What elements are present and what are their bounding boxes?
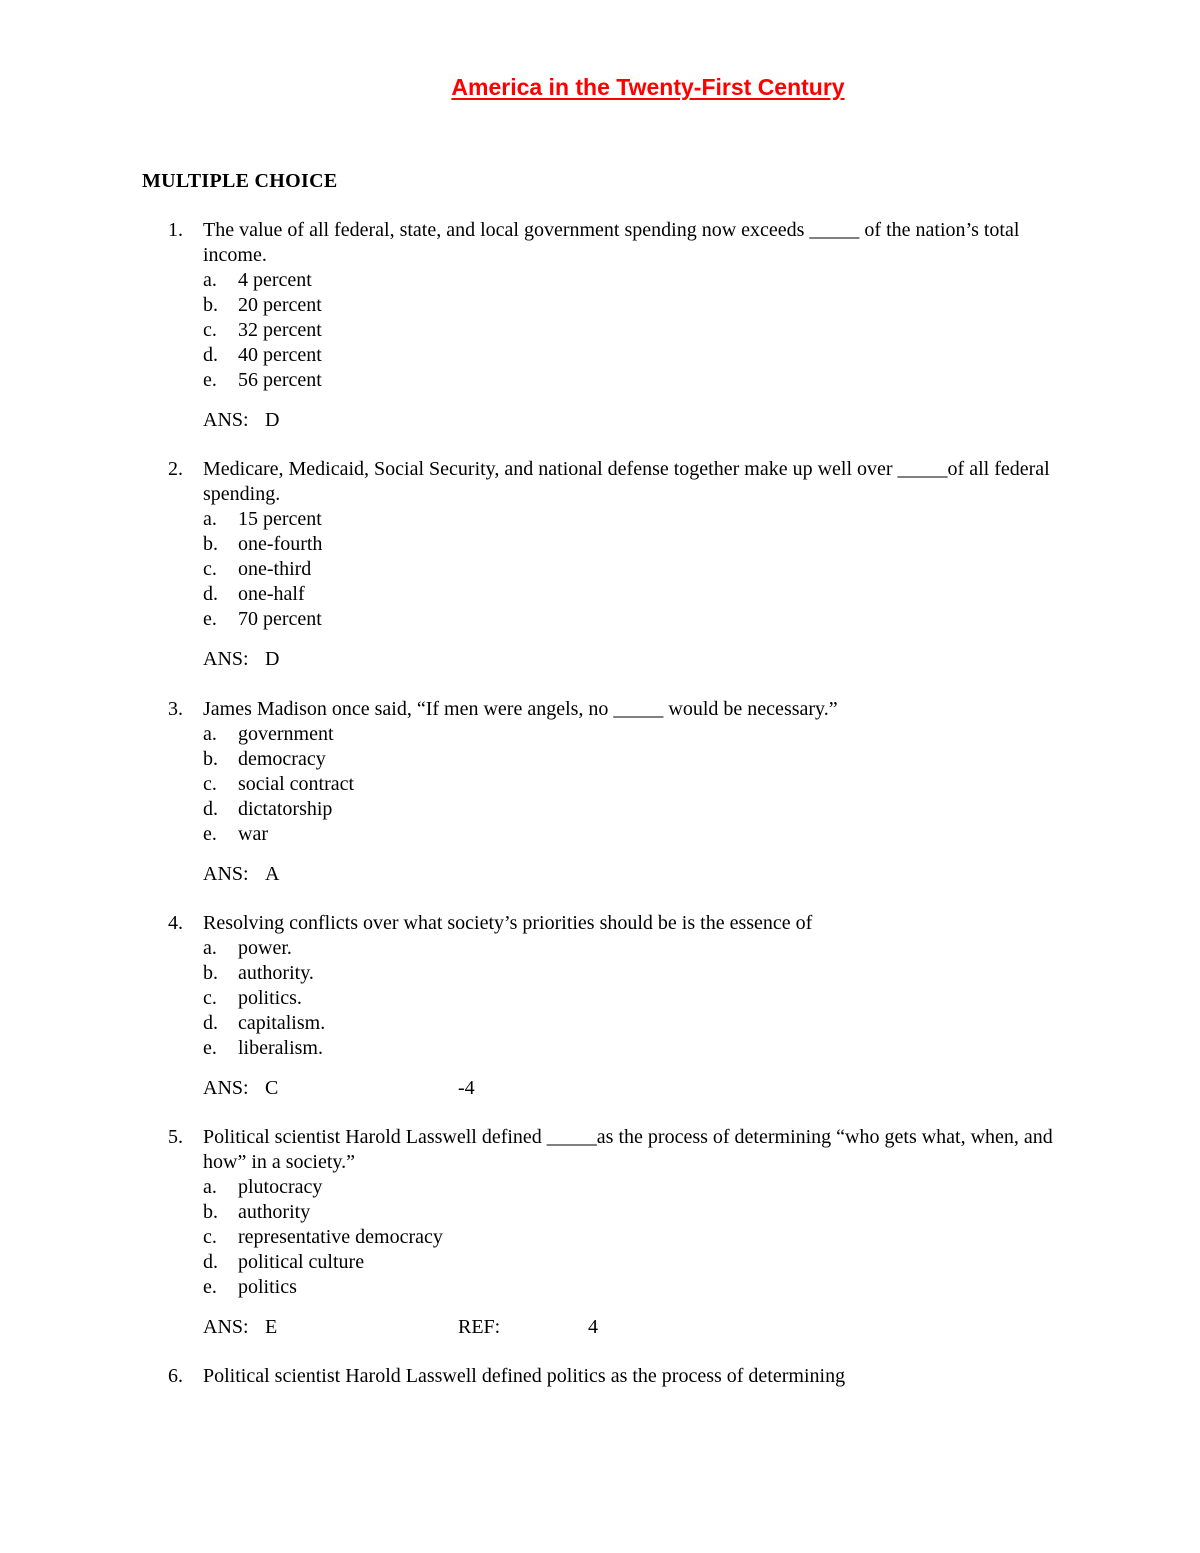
question-1 (0, 218, 1200, 433)
answer-label: ANS: (203, 1077, 249, 1099)
option-letter: b. (203, 294, 218, 316)
option-a (0, 507, 1200, 532)
option-letter: b. (203, 533, 218, 555)
option-letter: e. (203, 1276, 217, 1298)
answer-label: ANS: (203, 648, 249, 670)
option-list (0, 1175, 1200, 1300)
option-text: politics (238, 1276, 297, 1298)
question-list (0, 218, 1200, 1389)
option-b (0, 747, 1200, 772)
option-d (0, 1250, 1200, 1275)
option-e (0, 368, 1200, 393)
option-letter: b. (203, 962, 218, 984)
option-letter: b. (203, 748, 218, 770)
option-letter: d. (203, 798, 218, 820)
question-text: Political scientist Harold Lasswell defined _____as the process of determining “who gets what, when, and how” in a society.” (203, 1126, 1053, 1173)
question-4 (0, 911, 1200, 1101)
question-number: 5. (168, 1126, 183, 1148)
option-text: government (238, 723, 334, 745)
option-a (0, 1175, 1200, 1200)
question-text: Political scientist Harold Lasswell defined politics as the process of determining (203, 1365, 846, 1387)
option-a (0, 936, 1200, 961)
option-letter: d. (203, 344, 218, 366)
option-e (0, 822, 1200, 847)
option-text: plutocracy (238, 1176, 323, 1198)
option-list (0, 722, 1200, 847)
option-letter: d. (203, 1012, 218, 1034)
answer-label: ANS: (203, 863, 249, 885)
answer-value: D (265, 648, 280, 670)
option-e (0, 607, 1200, 632)
option-b (0, 961, 1200, 986)
option-letter: e. (203, 608, 217, 630)
option-text: 4 percent (238, 269, 312, 291)
answer-row (0, 1076, 1200, 1101)
answer-value: D (265, 409, 280, 431)
reference-value: 4 (588, 1316, 598, 1338)
answer-label: ANS: (203, 409, 249, 431)
option-letter: e. (203, 369, 217, 391)
option-c (0, 772, 1200, 797)
option-letter: a. (203, 508, 217, 530)
option-text: politics. (238, 987, 302, 1009)
option-text: liberalism. (238, 1037, 323, 1059)
question-2 (0, 457, 1200, 672)
option-letter: a. (203, 723, 217, 745)
option-a (0, 722, 1200, 747)
question-number: 2. (168, 458, 183, 480)
option-letter: c. (203, 773, 217, 795)
option-letter: e. (203, 1037, 217, 1059)
answer-value: E (265, 1316, 278, 1338)
question-5 (0, 1125, 1200, 1340)
option-b (0, 532, 1200, 557)
option-list (0, 268, 1200, 393)
option-e (0, 1275, 1200, 1300)
question-text: Resolving conflicts over what society’s priorities should be is the essence of (203, 912, 813, 934)
option-letter: a. (203, 937, 217, 959)
option-letter: c. (203, 319, 217, 341)
option-text: 70 percent (238, 608, 322, 630)
reference-label: REF: (458, 1316, 501, 1338)
answer-label: ANS: (203, 1316, 249, 1338)
option-text: authority (238, 1201, 311, 1223)
option-text: one-third (238, 558, 312, 580)
option-letter: b. (203, 1201, 218, 1223)
answer-row (0, 1315, 1200, 1340)
option-c (0, 1225, 1200, 1250)
option-text: authority. (238, 962, 314, 984)
question-number: 6. (168, 1365, 183, 1387)
question-number: 4. (168, 912, 183, 934)
option-c (0, 557, 1200, 582)
option-text: representative democracy (238, 1226, 443, 1248)
option-text: capitalism. (238, 1012, 326, 1034)
answer-row (0, 862, 1200, 887)
option-text: 40 percent (238, 344, 322, 366)
document-title: America in the Twenty-First Century (451, 74, 845, 100)
question-number: 1. (168, 219, 183, 241)
option-letter: c. (203, 1226, 217, 1248)
option-text: dictatorship (238, 798, 333, 820)
option-c (0, 986, 1200, 1011)
answer-row (0, 408, 1200, 433)
answer-ref-fragment: -4 (458, 1077, 475, 1099)
option-letter: c. (203, 987, 217, 1009)
option-list (0, 507, 1200, 632)
answer-value: A (265, 863, 280, 885)
option-text: power. (238, 937, 292, 959)
option-text: social contract (238, 773, 355, 795)
option-text: one-half (238, 583, 305, 605)
option-letter: a. (203, 1176, 217, 1198)
option-text: 32 percent (238, 319, 322, 341)
option-letter: a. (203, 269, 217, 291)
question-text: James Madison once said, “If men were angels, no _____ would be necessary.” (203, 698, 838, 720)
option-a (0, 268, 1200, 293)
answer-value: C (265, 1077, 279, 1099)
option-text: one-fourth (238, 533, 323, 555)
option-text: 15 percent (238, 508, 322, 530)
option-b (0, 293, 1200, 318)
option-letter: c. (203, 558, 217, 580)
option-e (0, 1036, 1200, 1061)
question-6 (0, 1364, 1200, 1389)
option-text: political culture (238, 1251, 365, 1273)
option-b (0, 1200, 1200, 1225)
option-c (0, 318, 1200, 343)
section-heading: MULTIPLE CHOICE (142, 170, 338, 192)
option-text: war (238, 823, 268, 845)
option-letter: e. (203, 823, 217, 845)
option-d (0, 797, 1200, 822)
option-d (0, 1011, 1200, 1036)
answer-row (0, 647, 1200, 672)
option-list (0, 936, 1200, 1061)
option-letter: d. (203, 1251, 218, 1273)
option-text: democracy (238, 748, 326, 770)
option-text: 56 percent (238, 369, 322, 391)
question-text: Medicare, Medicaid, Social Security, and national defense together make up well over _____of all federal spending. (203, 458, 1050, 505)
option-text: 20 percent (238, 294, 322, 316)
option-d (0, 582, 1200, 607)
question-number: 3. (168, 698, 183, 720)
option-letter: d. (203, 583, 218, 605)
question-text: The value of all federal, state, and local government spending now exceeds _____ of the nation’s total income. (203, 219, 1020, 266)
option-d (0, 343, 1200, 368)
question-3 (0, 697, 1200, 887)
